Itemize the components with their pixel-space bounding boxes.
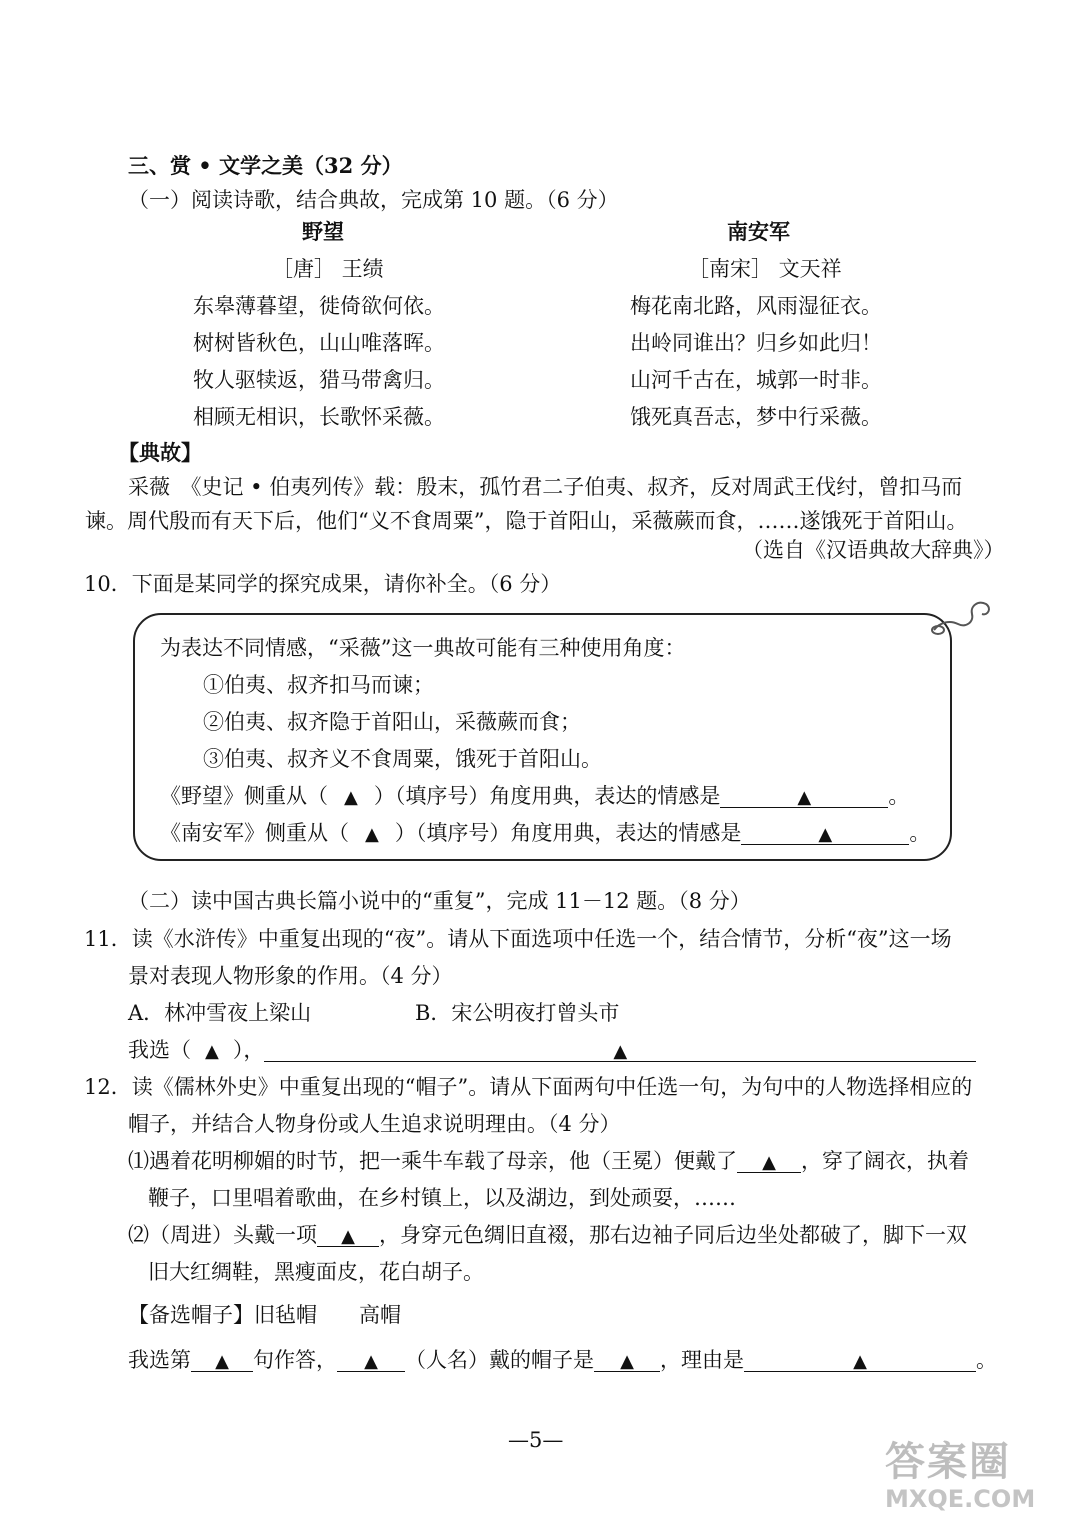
q12-sentence-1: [128, 1145, 969, 1175]
q12-answer-line: [128, 1344, 997, 1374]
allusion-source: （选自《汉语典故大辞典》）: [742, 538, 1005, 562]
answer-blank-triangle[interactable]: ▲: [344, 787, 358, 808]
q12-s1-text: ⑴遇着花明柳媚的时节，把一乘牛车载了母亲，他（王冕）便戴了: [128, 1149, 737, 1173]
row2-prefix: 《南安军》侧重从（: [160, 821, 349, 845]
triangle-marker: ▲: [797, 787, 812, 808]
q12-stem-cont: 帽子，并结合人物身份或人生追求说明理由。（4 分）: [128, 1112, 621, 1136]
q10-row-2: [160, 817, 930, 847]
triangle-marker: ▲: [818, 824, 833, 845]
poem-left-line: 树树皆秋色，山山唯落晖。: [193, 331, 445, 355]
triangle-marker: ▲: [341, 1226, 355, 1247]
watermark-logo-title: 答案圈: [885, 1438, 1011, 1485]
row1-mid: ）（填序号）角度用典，表达的情感是: [373, 784, 721, 808]
answer-blank[interactable]: [744, 1349, 976, 1372]
poem-left-author: ［唐］ 王绩: [272, 257, 384, 281]
poem-left-line: 牧人驱犊返，猎马带禽归。: [193, 368, 445, 392]
poem-left-line: 东皋薄暮望，徙倚欲何依。: [193, 294, 445, 318]
q12-sentence-2: [128, 1219, 967, 1249]
row1-end: 。: [888, 784, 910, 808]
part1-heading: （一）阅读诗歌，结合典故，完成第 10 题。（6 分）: [128, 188, 619, 212]
triangle-marker: ▲: [853, 1351, 867, 1372]
answer-blank[interactable]: [317, 1224, 379, 1247]
allusion-line: 采薇 《史记 • 伯夷列传》载：殷末，孤竹君二子伯夷、叔齐，反对周武王伐纣，曾扣马而: [128, 475, 963, 499]
poem-left-title: 野望: [302, 219, 344, 244]
q12-s2-text-cont: ，身穿元色绸旧直裰，那右边袖子同后边坐处都破了，脚下一双: [379, 1223, 967, 1247]
answer-blank-triangle[interactable]: ▲: [205, 1041, 219, 1062]
q11-option-b: B．宋公明夜打曾头市: [415, 1001, 620, 1025]
watermark-logo: [885, 1440, 1065, 1520]
answer-blank[interactable]: [720, 785, 888, 808]
poem-left-line: 相顾无相识，长歌怀采薇。: [193, 405, 445, 429]
answer-blank[interactable]: [337, 1349, 405, 1372]
q11-stem: 11．读《水浒传》中重复出现的“夜”。请从下面选项中任选一个，结合情节，分析“夜”这一场: [84, 927, 952, 951]
allusion-label: 【典故】: [118, 440, 202, 465]
q12-ans-mid3: ，理由是: [660, 1348, 744, 1372]
poem-right-author: ［南宋］ 文天祥: [688, 257, 842, 281]
q12-s2-text: ⑵（周进）头戴一项: [128, 1223, 317, 1247]
poem-right-line: 梅花南北路，风雨湿征衣。: [630, 294, 882, 318]
answer-blank[interactable]: [264, 1039, 976, 1062]
q11-option-a: A．林冲雪夜上梁山: [128, 1001, 312, 1025]
triangle-marker: ▲: [762, 1152, 776, 1173]
answer-blank[interactable]: [191, 1349, 253, 1372]
watermark-logo-url: MXQE.COM: [885, 1485, 1036, 1513]
q12-ans-end: 。: [976, 1348, 997, 1372]
q11-stem-cont: 景对表现人物形象的作用。（4 分）: [128, 964, 453, 988]
answer-blank[interactable]: [737, 1150, 801, 1173]
box-intro: 为表达不同情感，“采薇”这一典故可能有三种使用角度：: [160, 636, 686, 660]
q11-choose-suffix: ），: [232, 1038, 265, 1062]
allusion-line: 谏。周代殷而有天下后，他们“义不食周粟”，隐于首阳山，采薇蕨而食，……遂饿死于首阳山。: [85, 509, 968, 533]
answer-blank[interactable]: [741, 822, 909, 845]
scroll-decoration-icon: [928, 592, 998, 642]
q12-ans-mid1: 句作答，: [253, 1348, 337, 1372]
q12-sentence-1-cont: 鞭子，口里唱着歌曲，在乡村镇上，以及湖边，到处顽耍，……: [148, 1186, 736, 1210]
answer-blank[interactable]: [594, 1349, 660, 1372]
q12-hat-options: 【备选帽子】旧毡帽 高帽: [128, 1303, 401, 1327]
q12-ans-prefix: 我选第: [128, 1348, 191, 1372]
q11-answer-line: [128, 1034, 976, 1064]
part2-heading: （二）读中国古典长篇小说中的“重复”，完成 11－12 题。（8 分）: [128, 889, 751, 913]
q12-sentence-2-cont: 旧大红绸鞋，黑瘦面皮，花白胡子。: [148, 1260, 484, 1284]
angle-item: ①伯夷、叔齐扣马而谏；: [203, 673, 434, 697]
poem-right-line: 山河千古在，城郭一时非。: [630, 368, 882, 392]
q12-s1-text-cont: ，穿了阔衣，执着: [801, 1149, 969, 1173]
triangle-marker: ▲: [364, 1351, 378, 1372]
row1-prefix: 《野望》侧重从（: [160, 784, 328, 808]
answer-blank-triangle[interactable]: ▲: [365, 824, 379, 845]
q10-stem: 10．下面是某同学的探究成果，请你补全。（6 分）: [84, 572, 562, 596]
page-number: —5—: [508, 1428, 564, 1452]
q12-stem: 12．读《儒林外史》中重复出现的“帽子”。请从下面两句中任选一句，为句中的人物选择相应的: [84, 1075, 973, 1099]
q10-row-1: [160, 780, 909, 810]
q12-ans-mid2: （人名）戴的帽子是: [405, 1348, 594, 1372]
section-title: 三、赏 • 文学之美（32 分）: [128, 153, 403, 178]
triangle-marker: ▲: [613, 1041, 628, 1062]
poem-right-line: 出岭同谁出？归乡如此归！: [630, 331, 882, 355]
triangle-marker: ▲: [620, 1351, 634, 1372]
q11-choose-prefix: 我选（: [128, 1038, 191, 1062]
angle-item: ③伯夷、叔齐义不食周粟，饿死于首阳山。: [203, 747, 602, 771]
poem-right-title: 南安军: [727, 219, 790, 244]
triangle-marker: ▲: [215, 1351, 229, 1372]
row2-end: 。: [909, 821, 931, 845]
angle-item: ②伯夷、叔齐隐于首阳山，采薇蕨而食；: [203, 710, 581, 734]
row2-mid: ）（填序号）角度用典，表达的情感是: [394, 821, 742, 845]
poem-right-line: 饿死真吾志，梦中行采薇。: [630, 405, 882, 429]
